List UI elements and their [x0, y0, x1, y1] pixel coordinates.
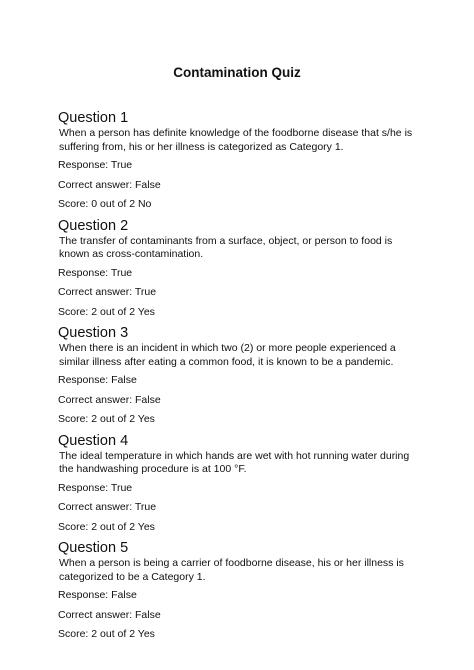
question-1 — [58, 110, 418, 212]
response-text: Response: False — [58, 589, 137, 601]
correct-answer-text: Correct answer: False — [58, 608, 161, 621]
response-text: Response: True — [58, 481, 133, 494]
question-list — [58, 110, 418, 648]
question-4 — [58, 433, 418, 535]
score-text: Score: 2 out of 2 Yes — [58, 305, 155, 318]
question-heading: Question 2 — [58, 217, 129, 234]
score-text: Score: 2 out of 2 Yes — [58, 520, 155, 533]
question-heading: Question 3 — [58, 325, 129, 341]
response-text: Response: True — [58, 266, 133, 279]
score-text: Score: 2 out of 2 Yes — [58, 413, 155, 425]
question-heading: Question 5 — [58, 540, 129, 556]
question-heading: Question 1 — [58, 110, 129, 126]
response-text: Response: True — [58, 159, 133, 171]
question-text: The ideal temperature in which hands are wet with hot running water during the handwashing procedure is at 100 °F. — [59, 449, 410, 475]
score-text: Score: 0 out of 2 No — [58, 198, 152, 210]
question-text: When a person has definite knowledge of the foodborne disease that s/he is suffering from, his or her illness is categorized as Category 1. — [59, 127, 413, 153]
question-text: When a person is being a carrier of foodborne disease, his or her illness is categorized to be a Category 1. — [59, 557, 404, 583]
question-text: The transfer of contaminants from a surface, object, or person to food is known as cross-contamination. — [59, 234, 393, 260]
question-text: When there is an incident in which two (2) or more people experienced a similar illness after eating a common food, it is known to be a pandemic. — [59, 342, 396, 368]
question-3 — [58, 325, 418, 427]
question-5 — [58, 540, 418, 642]
correct-answer-text: Correct answer: False — [58, 393, 161, 406]
score-text: Score: 2 out of 2 Yes — [58, 628, 155, 640]
question-2 — [58, 218, 418, 320]
correct-answer-text: Correct answer: True — [58, 501, 157, 513]
correct-answer-text: Correct answer: True — [58, 286, 157, 298]
response-text: Response: False — [58, 374, 137, 386]
document-title: Contamination Quiz — [173, 65, 301, 80]
question-heading: Question 4 — [58, 432, 129, 449]
correct-answer-text: Correct answer: False — [58, 178, 161, 191]
